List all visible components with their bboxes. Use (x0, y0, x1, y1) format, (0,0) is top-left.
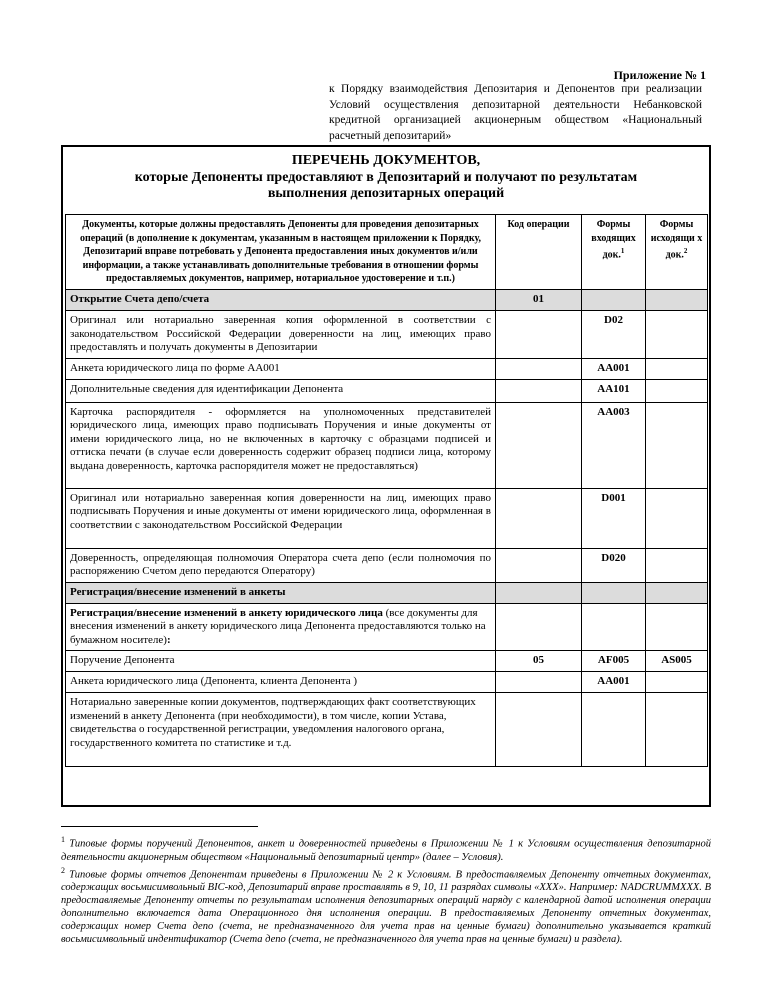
row-document: Карточка распорядителя - оформляется на уполномоченных представителей юридического лица, имеющих право подписывать Поручения и иные документы от имени юридического лица, но не включенных в карточку с образцами подписей и оттиска печати (в случае если доверенность содержит образец подписи лица, которому выдана доверенность, карточка распорядителя может не предоставляться) (66, 402, 496, 488)
row-document: Нотариально заверенные копии документов, подтверждающих факт соответствующих изменений в анкету Депонента (при необходимости), в том числе, копии Устава, свидетельства о государственной регистрации, уведомления налогового органа, государственного комитета по статистике и т.д. (66, 693, 496, 767)
row-document: Доверенность, определяющая полномочия Оператора счета депо (если полномочия по распоряжению Счетом депо передаются Оператору) (66, 548, 496, 582)
row-form-out: AS005 (646, 651, 708, 672)
table-row (66, 693, 708, 767)
section-title: Открытие Счета депо/счета (66, 290, 496, 311)
table-row (66, 548, 708, 582)
table-row (66, 402, 708, 488)
header-documents: Документы, которые должны предоставлять Депоненты для проведения депозитарных операций (в дополнение к документам, указанным в настоящем приложении к Порядку, Депозитарий вправе потребовать у Депонента предоставления иных документов и/или информации, а также устанавливать дополнительные требования в отношении формы предоставляемых документов, например, нотариальное удостоверение и т.п.) (66, 215, 496, 290)
header-incoming (582, 215, 646, 290)
row-document: Оригинал или нотариально заверенная копия оформленной в соответствии с законодательством Российской Федерации доверенности на лиц, имеющих право предоставлять и получать документы в Депозитарии (66, 311, 496, 359)
row-form-in: АА003 (582, 402, 646, 488)
row-form-in: АА001 (582, 672, 646, 693)
footnotes (61, 833, 711, 946)
table-row (66, 651, 708, 672)
footnote-1-mark: 1 (61, 835, 65, 844)
footnote-2-text: Типовые формы отчетов Депонентам приведены в Приложении № 2 к Условиям. В предоставляемых Депоненту отчетных документах, содержащих восьмисимвольный BIC-код, Депозитарий вправе проставлять в 9, 10, 11 разрядах символы «XXX». Например: NADCRUMMXXX. В предоставляемые Депоненту отчеты по результатам исполнения депозитарных операций наряду с календарной датой исполнения операции дополнительно включается дата Операционного дня исполнения операции. В предоставляемых Депоненту отчетных документах, содержащих номер Счета депо (счета, не предназначенного для учета прав на ценные бумаги) дополнительно указывается краткий восьмисимвольный индентификатор (Счета депо (счета, не предназначенного для учета прав на ценные бумаги) и раздела). (61, 869, 711, 945)
operation-code: 05 (496, 651, 582, 672)
table-header-row (66, 215, 708, 290)
footnote-1 (61, 833, 711, 864)
appendix-title: Приложение № 1 (613, 68, 706, 82)
footnote-ref-1: 1 (620, 247, 625, 255)
title-line-2: которые Депоненты предоставляют в Депозитарий и получают по результатам (134, 169, 638, 185)
title-line-1: ПЕРЕЧЕНЬ ДОКУМЕНТОВ, (291, 153, 481, 168)
intro-rest: (все документы для внесения изменений в анкету юридического лица Депонента предоставляются только на бумажном носителе) (70, 606, 486, 646)
header-outgoing (646, 215, 708, 290)
row-document-intro (66, 603, 496, 651)
intro-bold: Регистрация/внесение изменений в анкету юридического лица (70, 606, 383, 619)
table-row (66, 379, 708, 402)
appendix-description: к Порядку взаимодействия Депозитария и Депонентов при реализации Условий осуществления депозитарной деятельности Небанковской кредитной организацией акционерным обществом «Национальный расчетный депозитарий» (329, 83, 702, 142)
footnote-1-text: Типовые формы поручений Депонентов, анкет и доверенностей приведены в Приложении № 1 к Условиям осуществления депозитарной деятельности акционерным обществом «Национальный депозитарный центр» (далее – Условия). (61, 838, 711, 863)
row-document: Дополнительные сведения для идентификации Депонента (66, 379, 496, 402)
table-row (66, 311, 708, 359)
footnote-2-mark: 2 (61, 865, 65, 875)
table-row (66, 358, 708, 379)
row-document: Анкета юридического лица по форме АА001 (66, 358, 496, 379)
section-title: Регистрация/внесение изменений в анкеты (66, 582, 496, 603)
row-form-in: D02 (582, 311, 646, 359)
row-document: Оригинал или нотариально заверенная копия доверенности на лиц, имеющих право подписывать Поручения и иные документы от имени юридического лица, оформленная в соответствии с законодательством Российской Федерации (66, 488, 496, 548)
row-document: Анкета юридического лица (Депонента, клиента Депонента ) (66, 672, 496, 693)
documents-list-frame (61, 145, 711, 807)
documents-table (65, 214, 708, 767)
row-form-in: АА001 (582, 358, 646, 379)
row-form-in: AF005 (582, 651, 646, 672)
document-title (63, 153, 709, 203)
footnote-2 (61, 864, 711, 947)
footnote-separator (61, 826, 258, 827)
title-line-3: выполнения депозитарных операций (267, 186, 505, 201)
row-form-in: D020 (582, 548, 646, 582)
table-row (66, 672, 708, 693)
row-form-in: АА101 (582, 379, 646, 402)
table-row (66, 488, 708, 548)
intro-colon: : (166, 633, 171, 646)
row-document: Поручение Депонента (66, 651, 496, 672)
header-code: Код операции (496, 215, 582, 290)
table-row (66, 603, 708, 651)
row-form-in: D001 (582, 488, 646, 548)
operation-code: 01 (496, 290, 582, 311)
footnote-ref-2: 2 (683, 247, 688, 255)
header-incoming-label: Формы входящих док. (591, 219, 636, 261)
section-row-open-account (66, 290, 708, 311)
section-row-registration (66, 582, 708, 603)
header-outgoing-label: Формы исходящи х док. (650, 219, 703, 261)
